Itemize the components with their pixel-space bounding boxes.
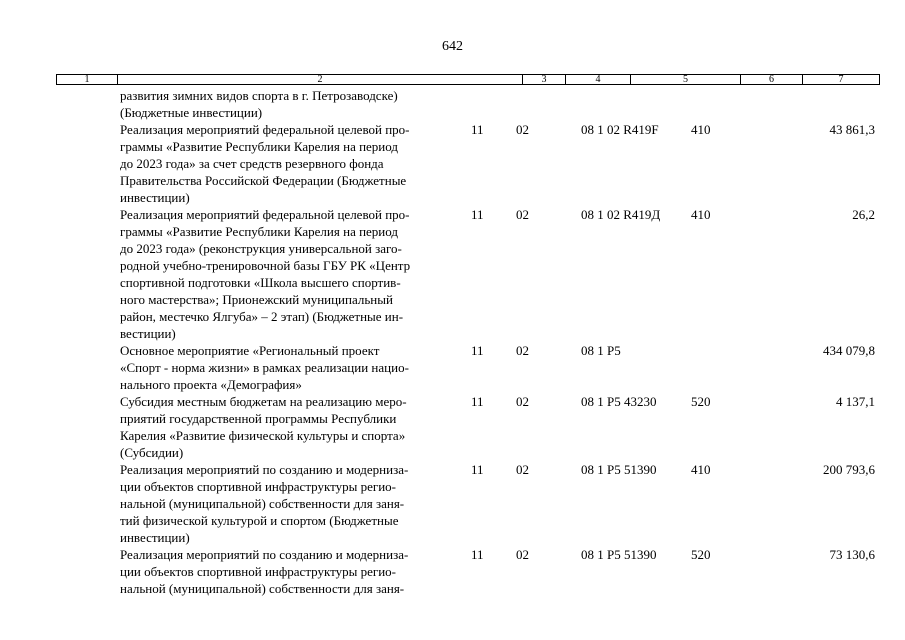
description-line: нальной (муниципальной) собственности для заня- [120,581,405,596]
expense-type-code: 410 [691,207,711,222]
subsection-code: 02 [516,343,529,358]
header-cell-6: 6 [740,75,802,84]
target-article-code: 08 1 P5 51390 [581,462,657,477]
description-line: Основное мероприятие «Региональный проект [120,343,380,358]
amount: 434 079,8 [823,343,875,358]
description-line: Реализация мероприятий федеральной целевой про- [120,207,410,222]
row-description [120,546,462,597]
table-row [0,461,905,546]
subsection-code: 02 [516,462,529,477]
table-row [0,546,905,597]
description-line: Карелия «Развитие физической культуры и спорта» [120,428,406,443]
description-line: (Бюджетные инвестиции) [120,105,263,120]
header-cell-2: 2 [117,75,522,84]
description-line: Реализация мероприятий по созданию и модерниза- [120,547,409,562]
subsection-code: 02 [516,207,529,222]
row-description [120,87,462,121]
description-line: ного мастерства»; Прионежский муниципальный [120,292,393,307]
description-line: граммы «Развитие Республики Карелия на период [120,139,399,154]
description-line: Правительства Российской Федерации (Бюджетные [120,173,407,188]
table-row [0,206,905,342]
table-row [0,121,905,206]
header-cell-7: 7 [802,75,879,84]
amount: 73 130,6 [829,547,875,562]
page-number: 642 [442,39,463,54]
header-cell-4: 4 [565,75,630,84]
table-row [0,87,905,121]
row-description [120,393,462,461]
description-line: (Субсидии) [120,445,184,460]
row-description [120,461,462,546]
table-body [0,87,905,597]
header-cell-3: 3 [522,75,565,84]
description-line: спортивной подготовки «Школа высшего спортив- [120,275,401,290]
expense-type-code: 520 [691,394,711,409]
amount: 26,2 [852,207,875,222]
section-code: 11 [471,207,484,222]
section-code: 11 [471,343,484,358]
row-description [120,121,462,206]
target-article-code: 08 1 02 R419Д [581,207,661,222]
expense-type-code: 520 [691,547,711,562]
description-line: родной учебно-тренировочной базы ГБУ РК «Центр [120,258,411,273]
description-line: инвестиции) [120,530,190,545]
expense-type-code: 410 [691,122,711,137]
description-line: до 2023 года» (реконструкция универсальной заго- [120,241,402,256]
description-line: Субсидия местным бюджетам на реализацию меро- [120,394,407,409]
section-code: 11 [471,462,484,477]
amount: 200 793,6 [823,462,875,477]
table-row [0,393,905,461]
description-line: тий физической культурой и спортом (Бюджетные [120,513,399,528]
expense-type-code: 410 [691,462,711,477]
description-line: ции объектов спортивной инфраструктуры регио- [120,479,397,494]
section-code: 11 [471,394,484,409]
description-line: Реализация мероприятий по созданию и модерниза- [120,462,409,477]
target-article-code: 08 1 02 R419F [581,122,659,137]
description-line: инвестиции) [120,190,190,205]
header-cell-5: 5 [630,75,740,84]
subsection-code: 02 [516,122,529,137]
description-line: Реализация мероприятий федеральной целевой про- [120,122,410,137]
description-line: граммы «Развитие Республики Карелия на период [120,224,399,239]
row-description [120,342,462,393]
header-cell-1: 1 [84,74,90,85]
description-line: ции объектов спортивной инфраструктуры регио- [120,564,397,579]
description-line: приятий государственной программы Республики [120,411,397,426]
description-line: развития зимних видов спорта в г. Петрозаводске) [120,88,398,103]
section-code: 11 [471,547,484,562]
description-line: район, местечко Ялгуба» – 2 этап) (Бюджетные ин- [120,309,404,324]
description-line: вестиции) [120,326,176,341]
table-row [0,342,905,393]
amount: 43 861,3 [829,122,875,137]
target-article-code: 08 1 P5 43230 [581,394,657,409]
description-line: «Спорт - норма жизни» в рамках реализации нацио- [120,360,409,375]
amount: 4 137,1 [836,394,875,409]
row-description [120,206,462,342]
subsection-code: 02 [516,394,529,409]
target-article-code: 08 1 P5 51390 [581,547,657,562]
description-line: нального проекта «Демография» [120,377,302,392]
description-line: нальной (муниципальной) собственности для заня- [120,496,405,511]
section-code: 11 [471,122,484,137]
target-article-code: 08 1 P5 [581,343,621,358]
subsection-code: 02 [516,547,529,562]
description-line: до 2023 года» за счет средств резервного фонда [120,156,384,171]
table-header-row [56,74,880,85]
